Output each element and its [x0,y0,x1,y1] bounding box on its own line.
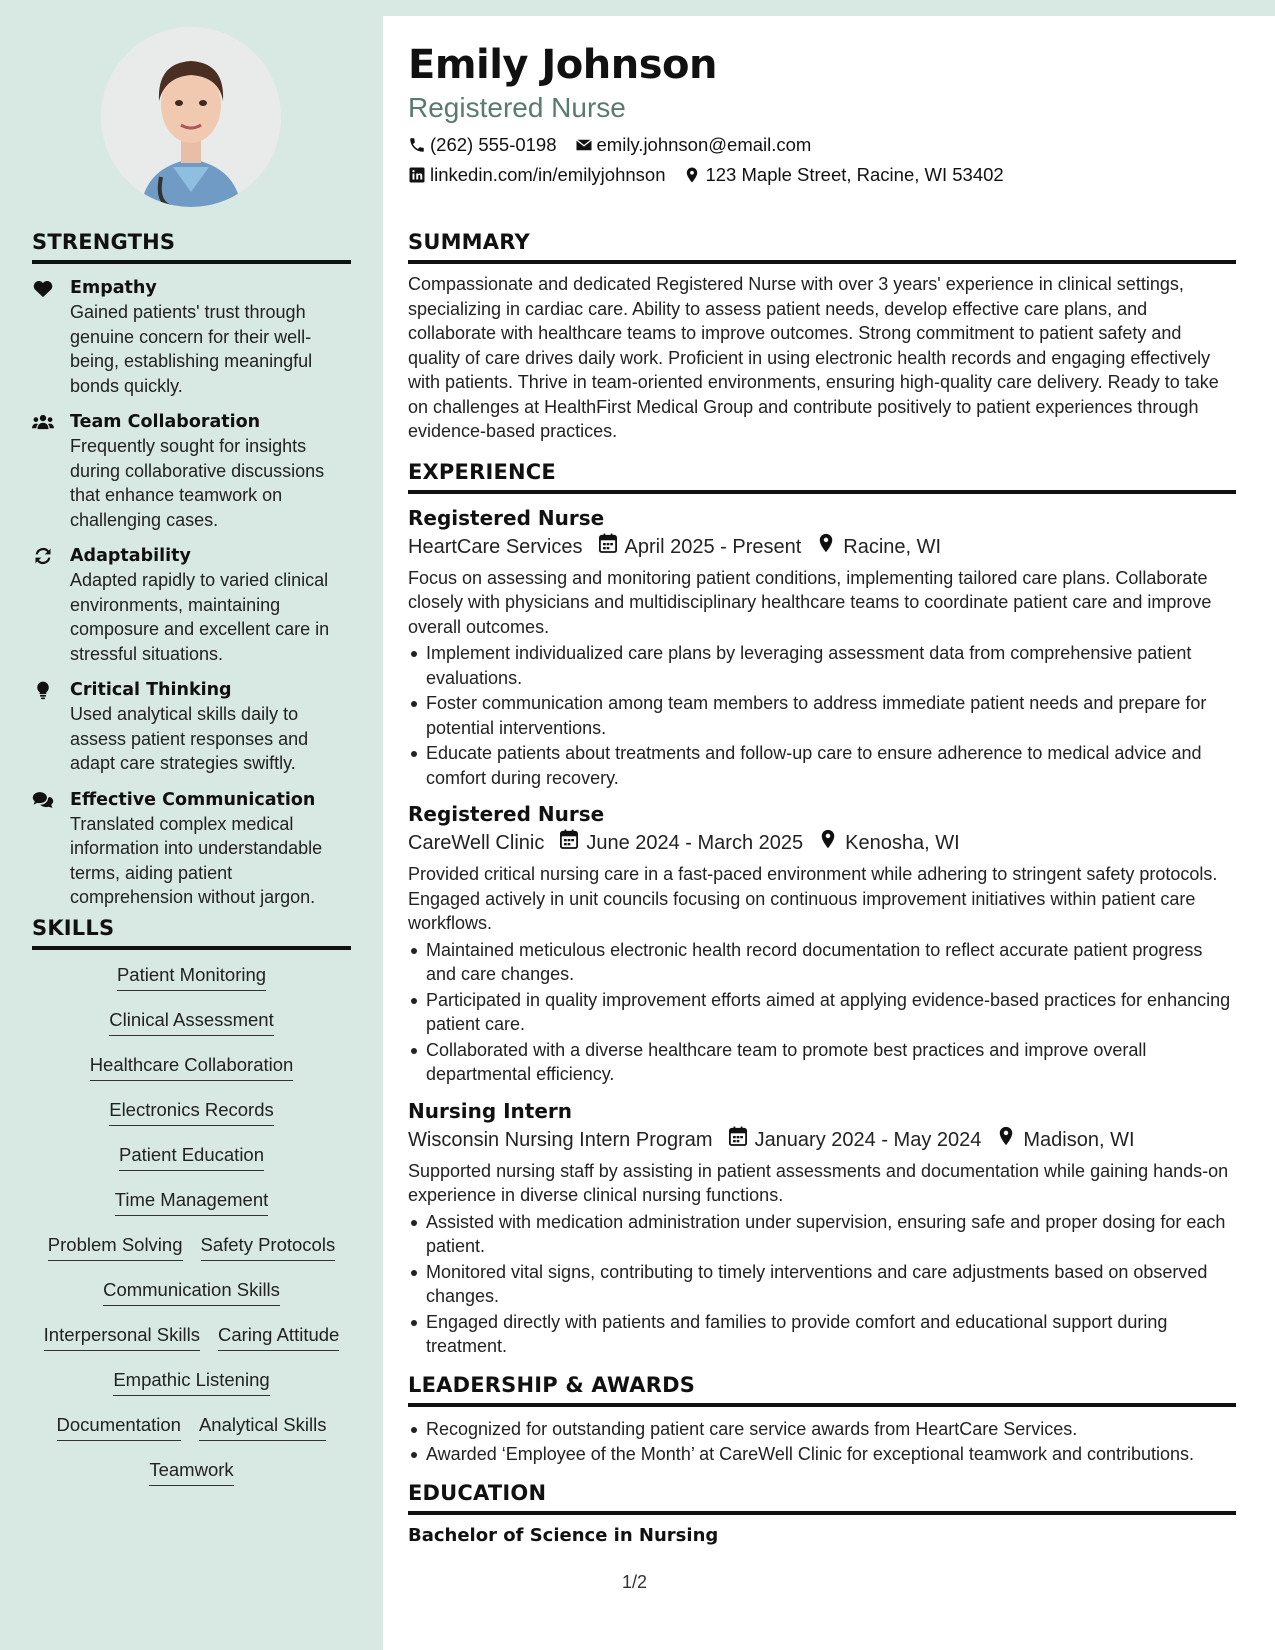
skill-row [32,1099,351,1144]
job-location: Madison, WI [1023,1128,1135,1151]
skill-tag: Analytical Skills [199,1414,327,1441]
skill-tag: Healthcare Collaboration [90,1054,294,1081]
strength-body [70,410,351,532]
contact-row-1 [408,134,811,156]
heart-icon [32,276,70,398]
phone-text: (262) 555-0198 [430,134,557,155]
skill-tag: Documentation [57,1414,181,1441]
skill-tag: Time Management [115,1189,269,1216]
strength-text: Frequently sought for insights during collaborative discussions that enhance teamwork on challenging cases. [70,436,325,530]
job-description: Provided critical nursing care in a fast-paced environment while adhering to stringent safety protocols. Engaged actively in unit councils focusing on continuous improvement initiatives within patient care workflows. [408,864,1218,933]
job-bullets [408,938,1236,1087]
calendar-icon [552,828,578,858]
skill-row [32,1144,351,1189]
award-item: Awarded ‘Employee of the Month’ at CareWell Clinic for exceptional teamwork and contributions. [408,1442,1236,1467]
job-entry [408,800,1236,1087]
map-marker-icon [989,1125,1015,1155]
contact-row-2 [408,164,1004,186]
skill-tag: Electronics Records [109,1099,274,1126]
job-company: Wisconsin Nursing Intern Program [408,1128,713,1151]
job-bullet: Participated in quality improvement efforts aimed at applying evidence-based practices for enhancing patient care. [408,988,1236,1037]
skill-row [32,964,351,1009]
leadership-heading: LEADERSHIP & AWARDS [408,1373,1236,1407]
phone-icon [408,136,426,154]
users-icon [32,410,70,532]
strengths-heading: STRENGTHS [32,230,351,264]
skill-row [32,1279,351,1324]
strength-body [70,544,351,666]
skill-tag: Communication Skills [103,1279,280,1306]
skill-tag: Problem Solving [48,1234,183,1261]
education-degree: Bachelor of Science in Nursing [408,1524,719,1546]
sync-icon [32,544,70,666]
strength-item [32,410,351,532]
strength-item [32,276,351,398]
job-bullet: Monitored vital signs, contributing to timely interventions and care adjustments based on observed changes. [408,1260,1236,1309]
strength-text: Used analytical skills daily to assess patient responses and adapt care strategies swiftly. [70,704,309,773]
strength-item [32,544,351,666]
award-item: Recognized for outstanding patient care service awards from HeartCare Services. [408,1417,1236,1442]
address-text: 123 Maple Street, Racine, WI 53402 [705,164,1004,185]
main-content [383,16,1275,1650]
strength-item [32,678,351,776]
skills-section [32,916,351,1504]
email-item[interactable] [575,134,812,156]
skill-tag: Empathic Listening [113,1369,269,1396]
leadership-list [408,1417,1236,1467]
comments-icon [32,788,70,910]
job-bullet: Assisted with medication administration under supervision, ensuring safe and proper dosing for each patient. [408,1210,1236,1259]
experience-list [408,504,1236,1359]
job-bullet: Engaged directly with patients and families to provide comfort and educational support during treatment. [408,1310,1236,1359]
job-dates: January 2024 - May 2024 [754,1128,982,1151]
job-bullet: Implement individualized care plans by leveraging assessment data from comprehensive patient evaluations. [408,641,1236,690]
job-company: CareWell Clinic [408,832,545,854]
job-meta [408,532,1236,562]
strength-body [70,678,351,776]
job-entry [408,1097,1236,1359]
job-description: Supported nursing staff by assisting in patient assessments and documentation while gaining hands-on experience in diverse clinical nursing functions. [408,1160,1229,1205]
experience-heading: EXPERIENCE [408,460,1236,494]
linkedin-icon [408,166,426,184]
skill-row [32,1369,351,1414]
job-meta [408,828,1236,858]
job-title: Registered Nurse [408,802,605,826]
phone-item[interactable] [408,134,557,156]
address-item [683,164,1003,186]
strength-title: Critical Thinking [70,680,232,700]
job-bullet: Collaborated with a diverse healthcare team to promote best practices and improve overall departmental efficiency. [408,1038,1236,1087]
candidate-name: Emily Johnson [408,42,718,88]
map-marker-icon [811,828,837,858]
skill-row [32,1414,351,1459]
skill-tag: Caring Attitude [218,1324,339,1351]
email-text: emily.johnson@email.com [596,134,812,155]
skill-tag: Safety Protocols [201,1234,336,1261]
map-marker-icon [683,166,701,184]
job-bullet: Foster communication among team members to address immediate patient needs and prepare for potential interventions. [408,691,1236,740]
job-title: Registered Nurse [408,505,605,530]
job-dates: June 2024 - March 2025 [586,832,804,854]
skill-tag: Clinical Assessment [109,1009,274,1036]
strength-title: Effective Communication [70,789,316,810]
calendar-icon [721,1125,747,1155]
skill-row [32,1234,351,1279]
envelope-icon [575,136,593,154]
job-bullets [408,1210,1236,1359]
strength-body [70,788,351,910]
job-bullets [408,641,1236,790]
strength-text: Adapted rapidly to varied clinical environments, maintaining composure and excellent care in stressful situations. [70,570,330,664]
strength-text: Gained patients' trust through genuine concern for their well-being, establishing meaningful bonds quickly. [70,302,313,396]
skill-row [32,1324,351,1369]
job-location: Racine, WI [843,535,942,558]
skills-list [32,964,351,1504]
education-heading: EDUCATION [408,1481,1236,1515]
profile-photo [101,27,281,207]
job-entry [408,504,1236,791]
job-bullet: Educate patients about treatments and follow-up care to ensure adherence to medical advice and comfort during recovery. [408,741,1236,790]
job-meta [408,1125,1236,1155]
job-description: Focus on assessing and monitoring patient conditions, implementing tailored care plans. Collaborate closely with physicians and multidisciplinary healthcare teams to coordinate patient care and improve overall outcomes. [408,567,1212,637]
summary-section [408,230,1236,1546]
skill-row [32,1189,351,1234]
skill-row [32,1459,351,1504]
calendar-icon [591,532,617,562]
job-title: Nursing Intern [408,1098,573,1123]
job-dates: April 2025 - Present [624,535,802,558]
job-company: HeartCare Services [408,535,583,558]
skill-tag: Patient Monitoring [117,964,266,991]
strength-text: Translated complex medical information into understandable terms, aiding patient comprehension without jargon. [70,813,323,907]
strengths-section [32,230,351,910]
skill-row [32,1054,351,1099]
linkedin-text: linkedin.com/in/emilyjohnson [430,164,666,185]
strength-title: Empathy [70,278,157,298]
page-number: 1/2 [622,1572,648,1592]
strength-title: Team Collaboration [70,412,261,432]
skill-tag: Patient Education [119,1144,264,1171]
summary-heading: SUMMARY [408,230,1236,264]
strength-title: Adaptability [70,546,191,566]
skills-heading: SKILLS [32,916,351,950]
strength-item [32,788,351,910]
strength-body [70,276,351,398]
skill-tag: Interpersonal Skills [44,1324,200,1351]
job-bullet: Maintained meticulous electronic health record documentation to reflect accurate patient progress and care changes. [408,938,1236,987]
sidebar [0,0,383,1650]
candidate-title: Registered Nurse [408,92,626,123]
lightbulb-icon [32,678,70,776]
job-location: Kenosha, WI [845,832,960,854]
summary-text: Compassionate and dedicated Registered Nurse with over 3 years' experience in clinical settings, specializing in cardiac care. Ability to assess patient needs, develop effective care plans, and collaborate with healthcare teams to improve outcomes. Strong commitment to patient safety and quality of care drives daily work. Proficient in using electronic health records and engaging effectively with patients. Thrive in team-oriented environments, ensuring high-quality care delivery. Ready to take on challenges at HealthFirst Medical Group and contribute positively to patient experiences through evidence-based practices. [408,274,1219,441]
linkedin-item[interactable] [408,164,665,186]
map-marker-icon [809,532,835,562]
skill-row [32,1009,351,1054]
skill-tag: Teamwork [149,1459,233,1486]
